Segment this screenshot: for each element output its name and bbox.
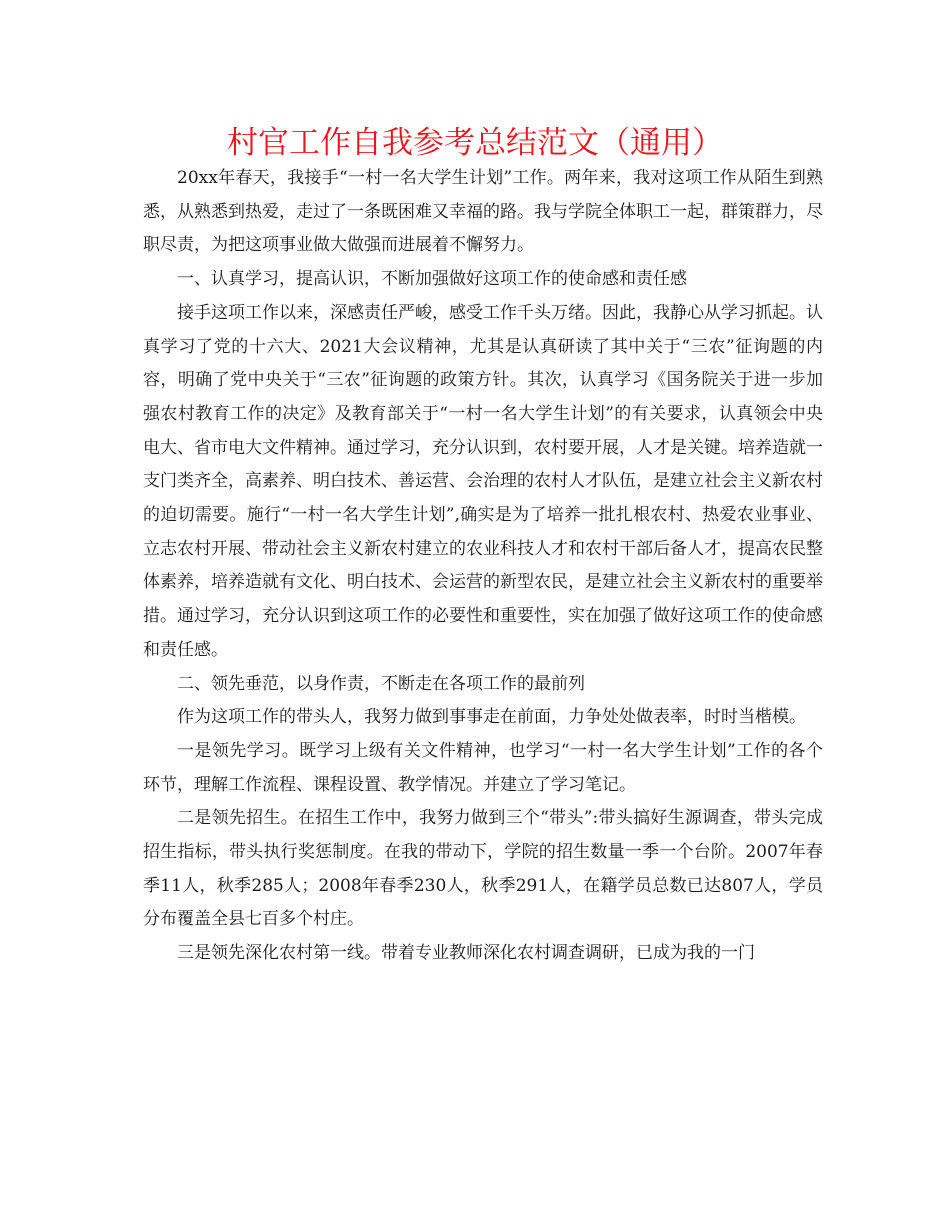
paragraph-leader: 作为这项工作的带头人，我努力做到事事走在前面，力争处处做表率，时时当楷模。 [177,707,806,728]
document-body [143,162,823,971]
paragraph-study: 接手这项工作以来，深感责任严峻，感受工作千头万绪。因此，我静心从学习抓起。认真学习了党的十六大、2021大会议精神，尤其是认真研读了其中关于“三农”征询题的内容，明确了党中央关于“三农”征询题的政策方针。其次，认真学习《国务院关于进一步加强农村教育工作的决定》及教育部关于“一村一名大学生计划”的有关要求，认真领会中央电大、省市电大文件精神。通过学习，充分认识到，农村要开展，人才是关键。培养造就一支门类齐全，高素养、明白技术、善运营、会治理的农村人才队伍，是建立社会主义新农村的迫切需要。施行“一村一名大学生计划”,确实是为了培养一批扎根农村、热爱农业事业、立志农村开展、带动社会主义新农村建立的农业科技人才和农村干部后备人才，提高农民整体素养，培养造就有文化、明白技术、会运营的新型农民，是建立社会主义新农村的重要举措。通过学习，充分认识到这项工作的必要性和重要性，实在加强了做好这项工作的使命感和责任感。 [143,302,823,660]
section-heading-2: 二、领先垂范，以身作责，不断走在各项工作的最前列 [177,673,585,694]
section-heading-1: 一、认真学习，提高认识，不断加强做好这项工作的使命感和责任感 [177,269,687,290]
paragraph-lead-frontline: 三是领先深化农村第一线。带着专业教师深化农村调查调研，已成为我的一门 [177,943,755,964]
document-title: 村官工作自我参考总结范文（通用） [227,125,723,161]
paragraph-lead-enrollment: 二是领先招生。在招生工作中，我努力做到三个“带头”:带头搞好生源调查，带头完成招生指标，带头执行奖惩制度。在我的带动下，学院的招生数量一季一个台阶。2007年春季11人，秋季285人；2008年春季230人，秋季291人，在籍学员总数已达807人，学员分布覆盖全县七百多个村庄。 [143,808,823,930]
paragraph-lead-study: 一是领先学习。既学习上级有关文件精神，也学习“一村一名大学生计划”工作的各个环节，理解工作流程、课程设置、教学情况。并建立了学习笔记。 [143,740,823,795]
paragraph-intro: 20xx年春天，我接手“一村一名大学生计划”工作。两年来，我对这项工作从陌生到熟悉，从熟悉到热爱，走过了一条既困难又幸福的路。我与学院全体职工一起，群策群力，尽职尽责，为把这项事业做大做强而进展着不懈努力。 [143,168,823,256]
